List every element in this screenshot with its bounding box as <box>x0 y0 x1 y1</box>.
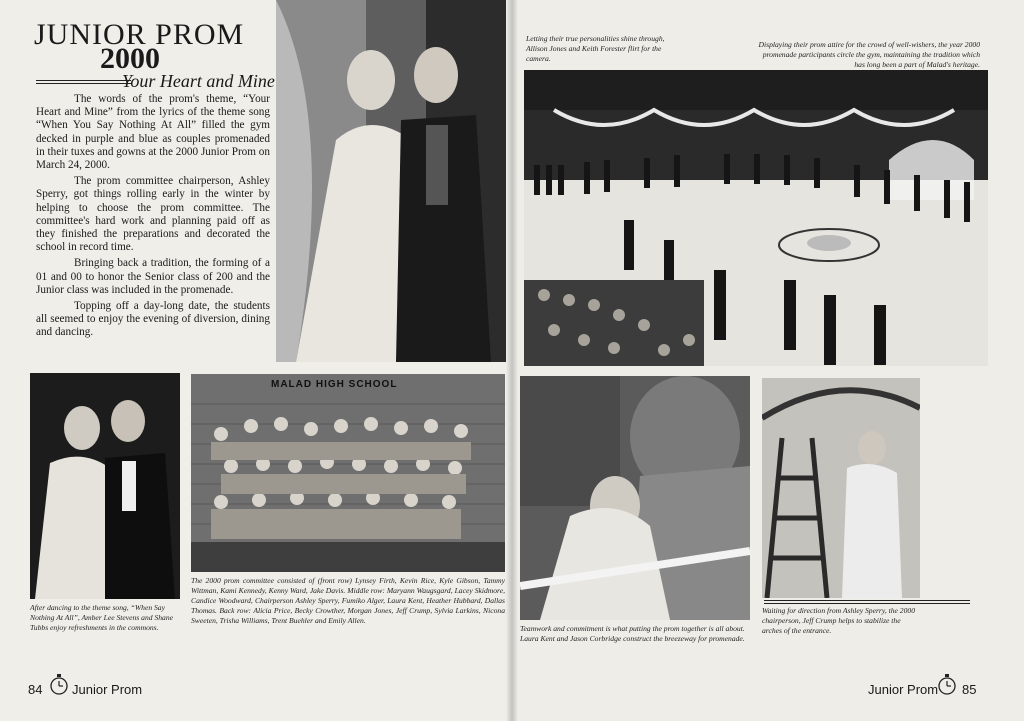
committee-photo <box>191 374 505 572</box>
paragraph-4: Topping off a day-long date, the students all seemed to enjoy the evening of diversion, dining and dancing. <box>36 300 270 339</box>
page-number-right: 85 <box>962 682 977 697</box>
ladder-caption: Waiting for direction from Ashley Sperry, the 2000 chairperson, Jeff Crump helps to stabilize the arches of the entrance. <box>762 606 915 635</box>
paragraph-1: The words of the prom's theme, “Your Heart and Mine” from the lyrics of the theme song “When You Say Nothing At All” filled the gym decked in purple and blue as couples promenaded in their tuxes and gowns at the 2000 Junior Prom on March 24, 2000. <box>36 93 270 172</box>
subtitle: Your Heart and Mine <box>122 71 275 91</box>
stopwatch-icon <box>48 672 70 696</box>
school-sign: MALAD HIGH SCHOOL <box>271 379 398 390</box>
section-label-left: Junior Prom <box>72 682 143 697</box>
flirt-caption: Letting their true personalities shine through, Allison Jones and Keith Forester flirt for the camera. <box>526 34 665 63</box>
article-body <box>36 93 270 343</box>
paragraph-2: The prom committee chairperson, Ashley Sperry, got things rolling early in the winter by helping to choose the prom committee. The committee's hard work and planning paid off as they finished the preparations and decorated the school in record time. <box>36 175 270 254</box>
section-label-right: Junior Prom <box>868 682 939 697</box>
teamwork-photo <box>520 376 750 620</box>
spine-gutter <box>506 0 518 721</box>
refreshments-photo <box>30 373 180 599</box>
promenade-photo <box>524 70 988 366</box>
ladder-caption-rule <box>764 600 970 604</box>
committee-caption: The 2000 prom committee consisted of (front row) Lynsey Firth, Kevin Rice, Kyle Gibson, Tammy Wittman, Kami Kennedy, Kenny Ward, Jake Davis. Middle row: Maryann Waugsgard, Lacey Skidmore, Candice Woodward, Chairperson Ashley Sperry, Fumiko Alger, Laura Kent, Heather Hubbard, Dallas Thomas. Back row: Alicia Price, Becky Crowther, Morgan Jones, Jeff Crump, Sylvia Larkins, Nicona Sweeten, Trisha Williams, Trent Buehler and Emily Allen. <box>191 576 505 625</box>
headline-year: 2000 <box>100 42 160 75</box>
stopwatch-icon <box>936 672 958 696</box>
page-number-left: 84 <box>28 682 43 697</box>
right-page <box>512 0 1024 721</box>
refreshments-caption: After dancing to the theme song, “When Say Nothing At All”, Amber Lee Stevens and Shane Tubbs enjoy refreshments in the commons. <box>30 603 174 632</box>
teamwork-caption: Teamwork and commitment is what putting the prom together is all about. Laura Kent and Jason Corbridge construct the breezeway for promenade. <box>520 624 745 643</box>
headline: JUNIOR PROM <box>34 18 245 51</box>
ladder-photo <box>762 378 920 598</box>
couple-photo <box>276 0 506 362</box>
promenade-caption: Displaying their prom attire for the crowd of well-wishers, the year 2000 promenade participants circle the gym, maintaining the tradition which has long been a part of Malad's heritage. <box>758 40 980 69</box>
paragraph-3: Bringing back a tradition, the forming of a 01 and 00 to honor the Senior class of 200 and the Junior class was included in the promenade. <box>36 257 270 296</box>
headline-rule <box>36 80 131 84</box>
